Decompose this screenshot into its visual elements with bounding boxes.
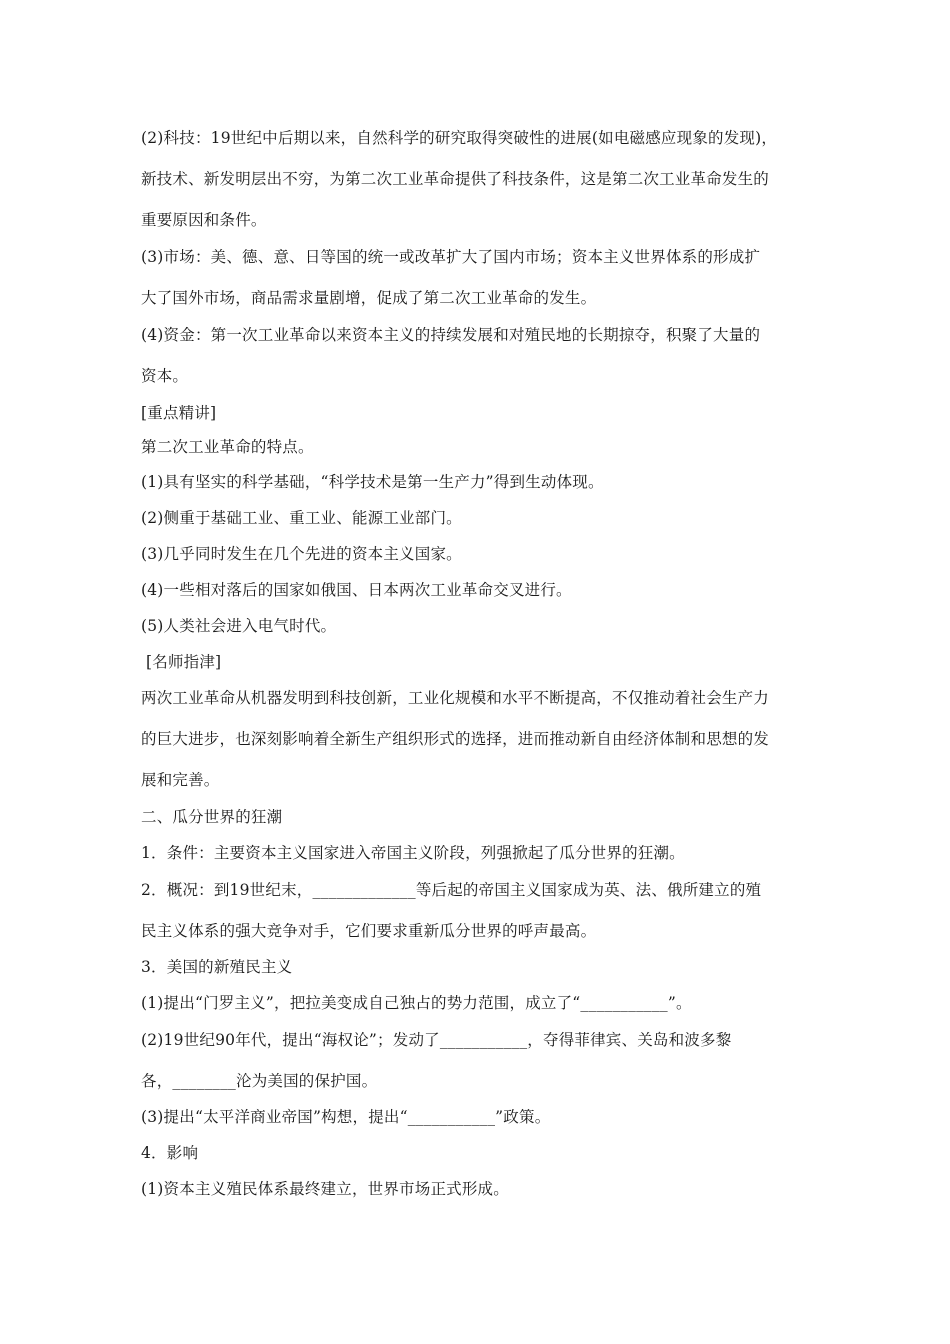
list-item: (1)提出“门罗主义”，把拉美变成自己独占的势力范围，成立了“___________”。 [141, 994, 692, 1012]
list-item: (5)人类社会进入电气时代。 [141, 617, 337, 635]
list-item: (1)资本主义殖民体系最终建立，世界市场正式形成。 [141, 1180, 509, 1198]
section-heading: [名师指津] [146, 653, 222, 671]
text-line: (2)科技：19世纪中后期以来，自然科学的研究取得突破性的进展(如电磁感应现象的发现)， [141, 129, 778, 147]
text-line: (3)市场：美、德、意、日等国的统一或改革扩大了国内市场；资本主义世界体系的形成扩 [141, 248, 761, 266]
list-item: 3．美国的新殖民主义 [141, 958, 293, 976]
text-line: 各，________沦为美国的保护国。 [141, 1072, 378, 1090]
text-line: 重要原因和条件。 [141, 211, 267, 229]
section-heading: 二、瓜分世界的狂潮 [141, 808, 283, 826]
list-item: 2．概况：到19世纪末，_____________等后起的帝国主义国家成为英、法、俄所建立的殖 [141, 881, 762, 899]
list-item: (2)19世纪90年代，提出“海权论”；发动了___________，夺得菲律宾、关岛和波多黎 [141, 1031, 732, 1049]
list-item: (4)一些相对落后的国家如俄国、日本两次工业革命交叉进行。 [141, 581, 572, 599]
text-line: 资本。 [141, 367, 189, 385]
text-line: 民主义体系的强大竞争对手，它们要求重新瓜分世界的呼声最高。 [141, 922, 597, 940]
list-item: (2)侧重于基础工业、重工业、能源工业部门。 [141, 509, 462, 527]
list-item: 1．条件：主要资本主义国家进入帝国主义阶段，列强掀起了瓜分世界的狂潮。 [141, 844, 685, 862]
text-line: 大了国外市场，商品需求量剧增，促成了第二次工业革命的发生。 [141, 289, 597, 307]
text-line: 第二次工业革命的特点。 [141, 438, 314, 456]
text-line: 的巨大进步，也深刻影响着全新生产组织形式的选择，进而推动新自由经济体制和思想的发 [141, 730, 770, 748]
section-heading: [重点精讲] [141, 404, 217, 422]
text-line: 展和完善。 [141, 771, 220, 789]
list-item: (3)几乎同时发生在几个先进的资本主义国家。 [141, 545, 462, 563]
list-item: 4．影响 [141, 1144, 199, 1162]
text-line: 两次工业革命从机器发明到科技创新，工业化规模和水平不断提高，不仅推动着社会生产力 [141, 689, 770, 707]
text-line: (4)资金：第一次工业革命以来资本主义的持续发展和对殖民地的长期掠夺，积聚了大量的 [141, 326, 761, 344]
list-item: (3)提出“太平洋商业帝国”构想，提出“___________”政策。 [141, 1108, 551, 1126]
list-item: (1)具有坚实的科学基础，“科学技术是第一生产力”得到生动体现。 [141, 473, 604, 491]
text-line: 新技术、新发明层出不穷，为第二次工业革命提供了科技条件，这是第二次工业革命发生的 [141, 170, 770, 188]
